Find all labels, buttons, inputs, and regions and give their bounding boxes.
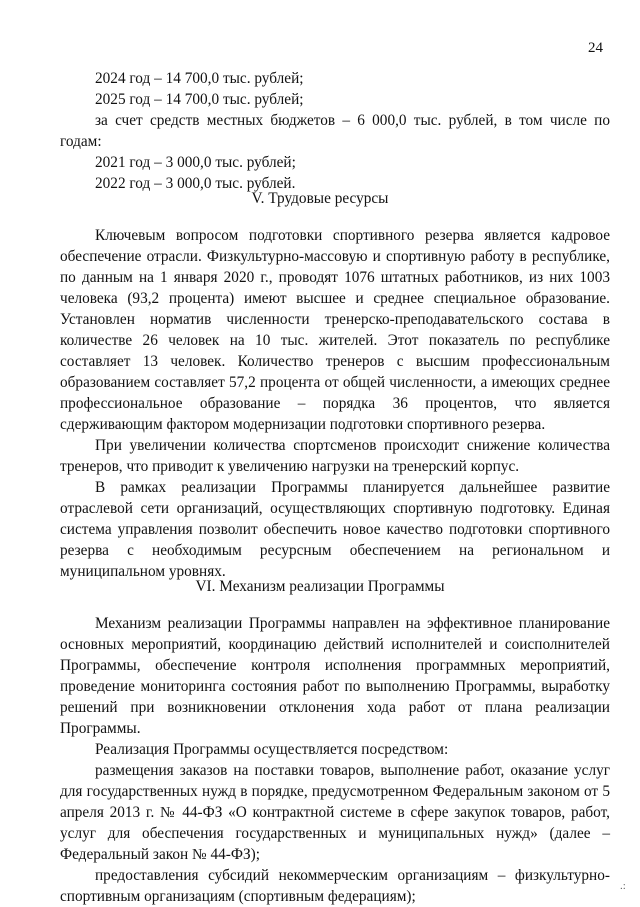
section-heading-labor: V. Трудовые ресурсы — [251, 190, 389, 207]
budget-line: 2021 год – 3 000,0 тыс. рублей; — [95, 154, 296, 171]
paragraph: Ключевым вопросом подготовки спортивного резерва является кадровое обеспечение отрасли. Физкультурно-массовую и спортивную работу в республике, по данным на 1 января 2020 г., проводят 1076 штатных работников, из них 1003 человека (93,2 процента) имеют высшее и среднее специальное образование. Установлен норматив численности тренерско-преподавательского состава в количестве 26 человек на 10 тыс. жителей. Этот показатель по республике составляет 13 человек. Количество тренеров с высшим профессиональным образованием составляет 57,2 процента от общей численности, а имеющих среднее профессиональное образование – порядка 36 процентов, что является сдерживающим фактором модернизации подготовки спортивного резерва. — [60, 227, 610, 433]
paragraph: При увеличении количества спортсменов происходит снижение количества тренеров, что приводит к увеличению нагрузки на тренерский корпус. — [60, 437, 610, 475]
paragraph: предоставления субсидий некоммерческим организациям – физкультурно-спортивным организациям (спортивным федерациям); — [60, 867, 610, 905]
paragraph: размещения заказов на поставки товаров, выполнение работ, оказание услуг для государственных нужд в порядке, предусмотренном Федеральным законом от 5 апреля 2013 г. № 44-ФЗ «О контрактной системе в сфере закупок товаров, работ, услуг для обеспечения государственных и муниципальных нужд» (далее – Федеральный закон № 44-ФЗ); — [60, 762, 610, 863]
paragraph: В рамках реализации Программы планируется дальнейшее развитие отраслевой сети организаций, осуществляющих спортивную подготовку. Единая система управления позволит обеспечить новое качество подготовки спортивного резерва с необходимым ресурсным обеспечением на региональном и муниципальном уровнях. — [60, 479, 610, 580]
budget-line: 2025 год – 14 700,0 тыс. рублей; — [95, 91, 304, 108]
paragraph: Реализация Программы осуществляется посредством: — [95, 741, 449, 758]
section-mechanism-body — [60, 613, 610, 907]
budget-continuation — [60, 68, 610, 194]
page-number: 24 — [588, 40, 603, 56]
scan-smudge-mark: .: — [620, 880, 626, 892]
paragraph: Механизм реализации Программы направлен на эффективное планирование основных мероприятий, координацию действий исполнителей и соисполнителей Программы, обеспечение контроля исполнения программных мероприятий, проведение мониторинга состояния работ по выполнению Программы, выработку решений при возникновении отклонения хода работ от плана реализации Программы. — [60, 615, 610, 737]
section-heading-mechanism: VI. Механизм реализации Программы — [195, 578, 445, 595]
budget-line: 2022 год – 3 000,0 тыс. рублей. — [95, 175, 296, 192]
section-labor-body — [60, 225, 610, 582]
budget-line: 2024 год – 14 700,0 тыс. рублей; — [95, 70, 304, 87]
local-budget-paragraph: за счет средств местных бюджетов – 6 000,0 тыс. рублей, в том числе по годам: — [60, 112, 610, 150]
